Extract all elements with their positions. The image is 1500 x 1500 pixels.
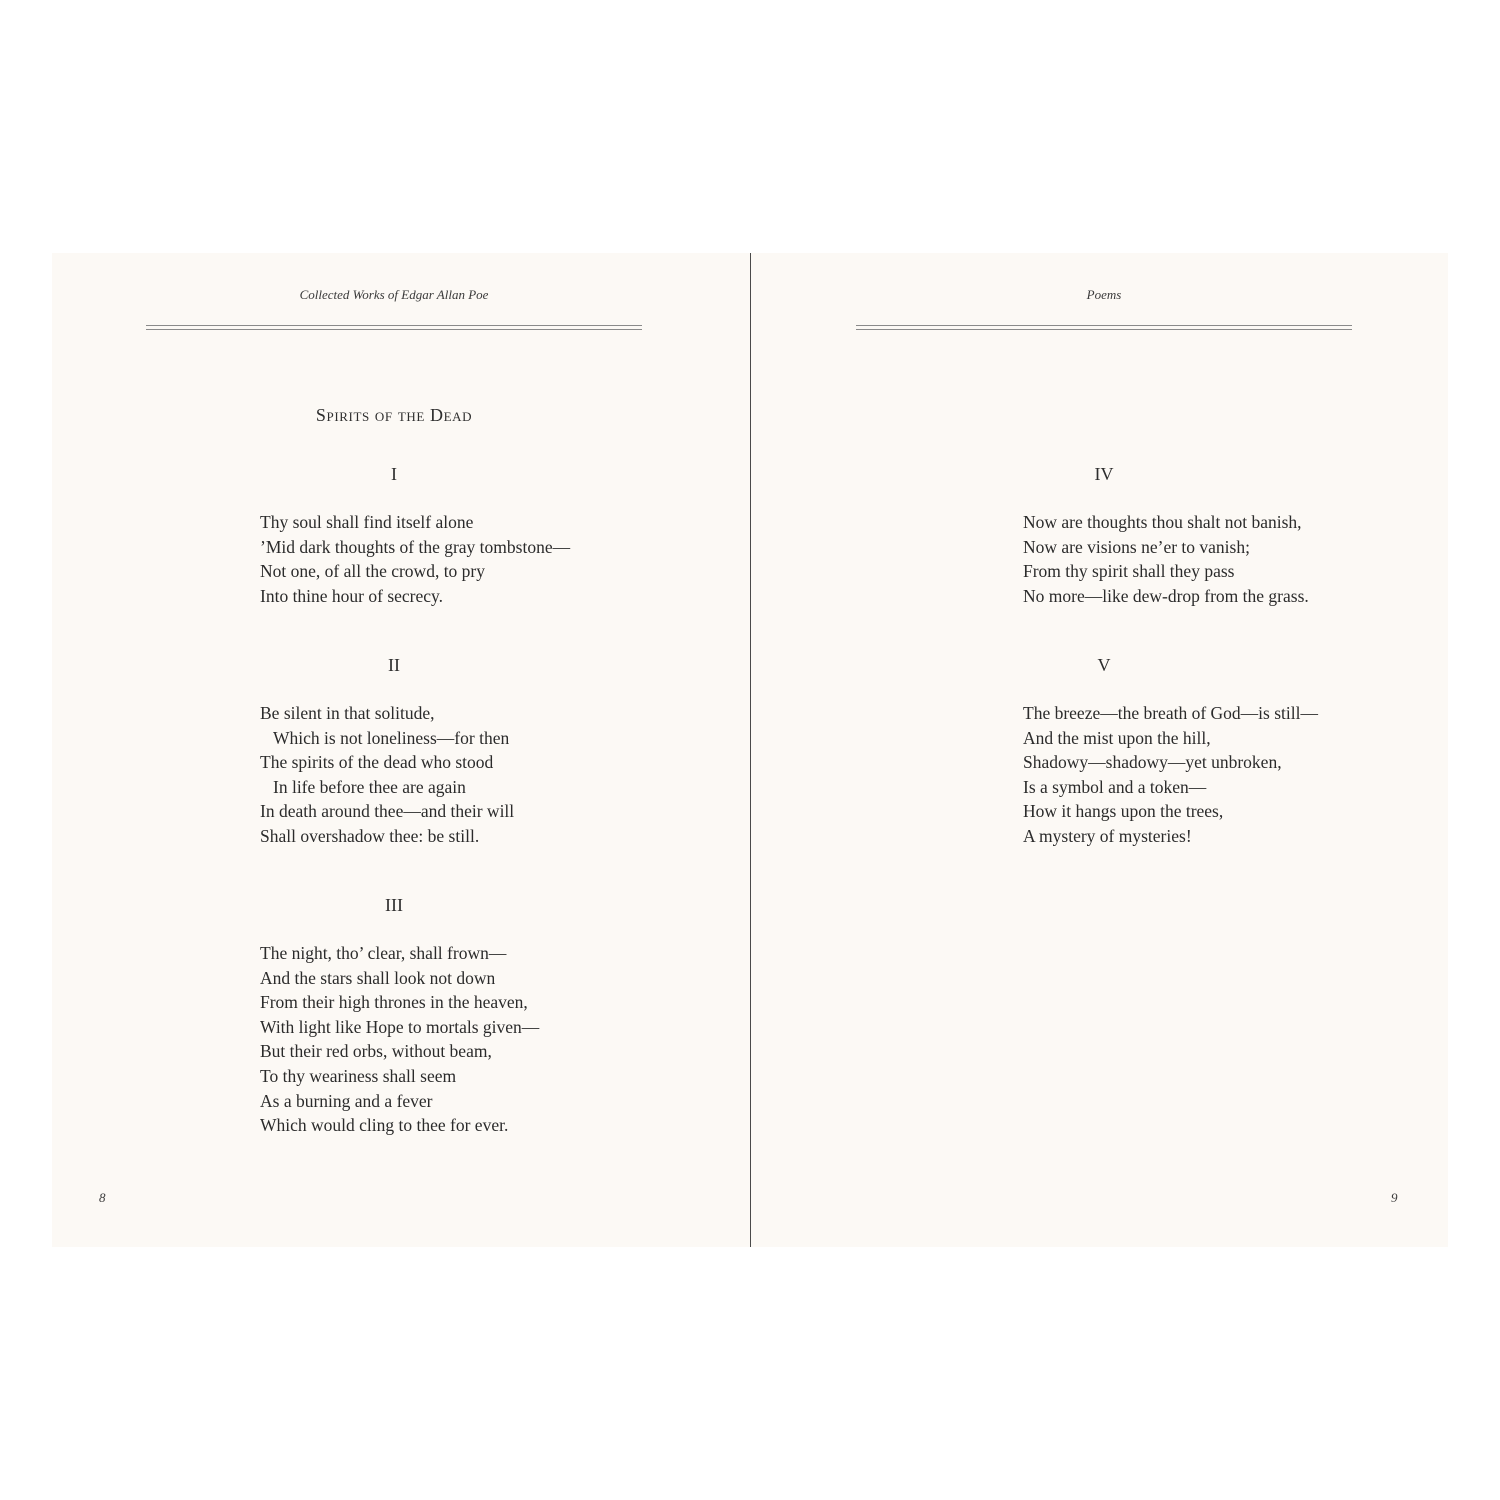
running-head-left: Collected Works of Edgar Allan Poe bbox=[299, 287, 489, 302]
stanza-iv bbox=[1023, 510, 1423, 608]
poem-line: Is a symbol and a token— bbox=[1023, 776, 1207, 797]
poem-line: ’Mid dark thoughts of the gray tombstone— bbox=[260, 536, 571, 557]
poem-line: The spirits of the dead who stood bbox=[260, 752, 494, 773]
stanza-numeral-v: V bbox=[1097, 655, 1111, 675]
poem-line-indented: In life before thee are again bbox=[273, 776, 466, 797]
poem-line-indented: Which is not loneliness—for then bbox=[273, 727, 510, 748]
poem-line: From thy spirit shall they pass bbox=[1023, 561, 1235, 582]
page-number-right: 9 bbox=[1391, 1190, 1398, 1205]
poem-line: Which would cling to thee for ever. bbox=[260, 1115, 509, 1136]
poem-line: Shadowy—shadowy—yet unbroken, bbox=[1023, 752, 1282, 773]
poem-line: But their red orbs, without beam, bbox=[260, 1041, 492, 1062]
poem-line: The night, tho’ clear, shall frown— bbox=[260, 943, 507, 963]
poem-line: Now are thoughts thou shalt not banish, bbox=[1023, 512, 1302, 532]
poem-line: How it hangs upon the trees, bbox=[1023, 801, 1224, 822]
right-page bbox=[751, 253, 1449, 1247]
poem-line: A mystery of mysteries! bbox=[1023, 825, 1192, 846]
poem-line: To thy weariness shall seem bbox=[260, 1065, 457, 1086]
poem-line: And the mist upon the hill, bbox=[1023, 727, 1211, 748]
poem-line: In death around thee—and their will bbox=[260, 801, 515, 822]
poem-line: And the stars shall look not down bbox=[260, 967, 496, 988]
poem-line: Thy soul shall find itself alone bbox=[260, 512, 474, 532]
poem-line: The breeze—the breath of God—is still— bbox=[1023, 703, 1318, 723]
poem-line: Shall overshadow thee: be still. bbox=[260, 825, 480, 846]
poem-line: Be silent in that solitude, bbox=[260, 703, 435, 723]
poem-line: As a burning and a fever bbox=[260, 1090, 433, 1111]
book-spread bbox=[52, 253, 1448, 1247]
stanza-ii bbox=[260, 701, 660, 849]
stanza-numeral-ii: II bbox=[388, 655, 400, 675]
header-rule-left bbox=[146, 325, 642, 330]
poem-line: From their high thrones in the heaven, bbox=[260, 992, 528, 1013]
stanza-numeral-iii: III bbox=[385, 895, 403, 915]
running-head-right: Poems bbox=[1086, 287, 1122, 302]
poem-title: Spirits of the Dead bbox=[315, 405, 473, 425]
poem-line: With light like Hope to mortals given— bbox=[260, 1016, 540, 1037]
stanza-i bbox=[260, 510, 660, 608]
poem-line: Now are visions ne’er to vanish; bbox=[1023, 536, 1250, 557]
page-number-left: 8 bbox=[99, 1190, 106, 1205]
stanza-iii bbox=[260, 941, 660, 1138]
poem-line: Into thine hour of secrecy. bbox=[260, 585, 444, 606]
poem-line: Not one, of all the crowd, to pry bbox=[260, 561, 486, 582]
header-rule-right bbox=[856, 325, 1352, 330]
stanza-numeral-iv: IV bbox=[1094, 464, 1114, 484]
stanza-v bbox=[1023, 701, 1423, 849]
left-page bbox=[52, 253, 750, 1247]
stanza-numeral-i: I bbox=[391, 464, 397, 484]
poem-line: No more—like dew-drop from the grass. bbox=[1023, 585, 1309, 606]
